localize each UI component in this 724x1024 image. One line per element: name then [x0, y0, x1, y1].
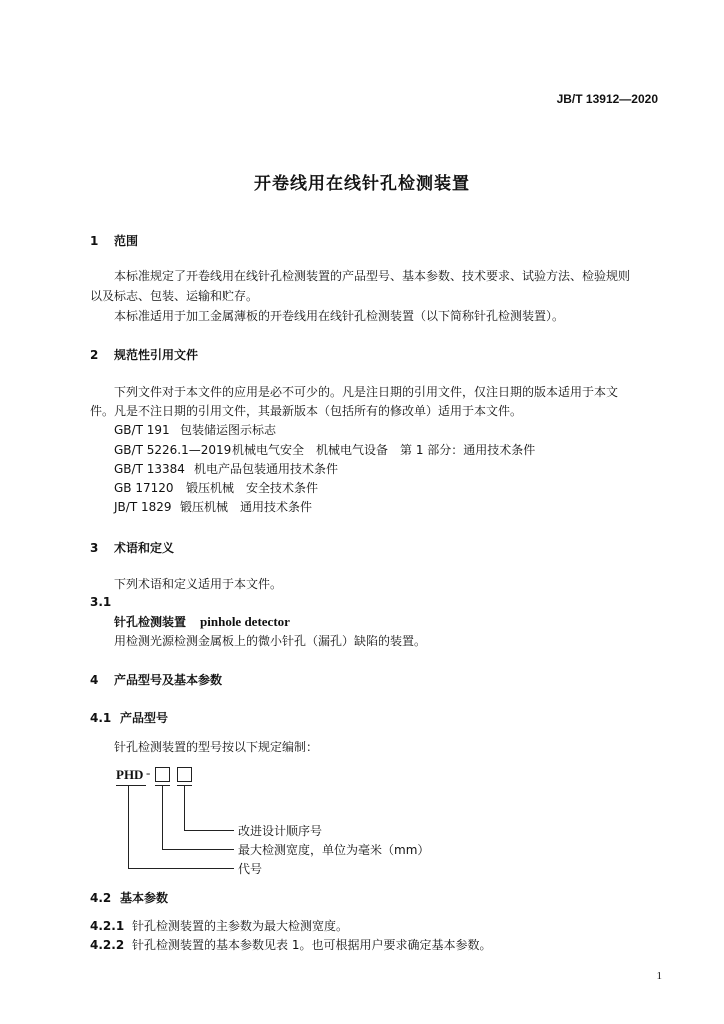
term-definition: 用检测光源检测金属板上的微小针孔（漏孔）缺陷的装置。: [114, 634, 427, 648]
section-title: 范围: [114, 234, 139, 248]
section-number: 4: [90, 673, 99, 687]
leader-line: [184, 830, 234, 831]
reference-item: [114, 421, 276, 438]
placeholder-box-sequence: [177, 767, 192, 782]
leader-line: [128, 868, 234, 869]
reference-code: JB/T 1829: [114, 500, 172, 514]
placeholder-box-width: [155, 767, 170, 782]
section-4-heading: [90, 671, 222, 688]
reference-code: GB 17120: [114, 481, 174, 495]
leader-line: [162, 849, 234, 850]
section-1-heading: [90, 232, 138, 249]
scope-paragraph-2: 本标准适用于加工金属薄板的开卷线用在线针孔检测装置（以下简称针孔检测装置）。: [114, 309, 565, 323]
model-code-dash: -: [146, 765, 151, 780]
diagram-label-code: 代号: [238, 862, 263, 876]
reference-item: [114, 498, 312, 515]
clause-4-2-1: [90, 917, 348, 934]
model-rule-text: 针孔检测装置的型号按以下规定编制：: [114, 740, 319, 754]
references-intro-line-2: 件。凡是不注日期的引用文件，其最新版本（包括所有的修改单）适用于本文件。: [90, 404, 523, 418]
section-number: 3: [90, 541, 99, 555]
term-number: 3.1: [90, 595, 112, 609]
page-number: 1: [656, 970, 662, 982]
document-title: 开卷线用在线针孔检测装置: [254, 174, 470, 194]
reference-title: 机械电气安全 机械电气设备 第 1 部分：通用技术条件: [232, 443, 536, 457]
reference-item: [114, 460, 338, 477]
section-number: 4.1: [90, 711, 112, 725]
diagram-label-width: 最大检测宽度，单位为毫米（mm）: [238, 843, 430, 857]
clause-text: 针孔检测装置的主参数为最大检测宽度。: [132, 919, 349, 933]
diagram-label-sequence: 改进设计顺序号: [238, 824, 323, 838]
section-title: 术语和定义: [114, 541, 175, 555]
reference-code: GB/T 13384: [114, 462, 185, 476]
standard-code: JB/T 13912—2020: [556, 92, 658, 106]
term-chinese: 针孔检测装置: [114, 615, 187, 629]
reference-title: 包装储运图示标志: [180, 423, 277, 437]
leader-line: [184, 785, 185, 831]
section-2-heading: [90, 346, 198, 363]
reference-item: [114, 441, 535, 458]
clause-number: 4.2.1: [90, 919, 125, 933]
section-title: 产品型号: [120, 711, 169, 725]
clause-number: 4.2.2: [90, 938, 125, 952]
reference-code: GB/T 5226.1—2019: [114, 443, 232, 457]
section-title: 产品型号及基本参数: [114, 673, 223, 687]
section-number: 1: [90, 234, 99, 248]
reference-title: 机电产品包装通用技术条件: [194, 462, 339, 476]
section-4-2-heading: [90, 889, 168, 906]
code-underline: [116, 785, 146, 786]
section-4-1-heading: [90, 709, 168, 726]
clause-text: 针孔检测装置的基本参数见表 1。也可根据用户要求确定基本参数。: [132, 938, 492, 952]
reference-item: [114, 479, 318, 496]
leader-line: [128, 785, 129, 869]
section-3-heading: [90, 539, 174, 556]
model-code-prefix: PHD: [116, 767, 144, 782]
references-intro-line-1: 下列文件对于本文件的应用是必不可少的。凡是注日期的引用文件，仅注日期的版本适用于本文: [114, 385, 619, 399]
leader-line: [162, 785, 163, 850]
scope-paragraph-line-2: 以及标志、包装、运输和贮存。: [90, 289, 259, 303]
section-number: 4.2: [90, 891, 112, 905]
section-title: 规范性引用文件: [114, 348, 199, 362]
section-title: 基本参数: [120, 891, 169, 905]
reference-title: 锻压机械 安全技术条件: [186, 481, 319, 495]
term-english: pinhole detector: [200, 614, 290, 629]
clause-4-2-2: [90, 936, 491, 953]
section-number: 2: [90, 348, 99, 362]
term-heading: [114, 613, 290, 630]
reference-title: 锻压机械 通用技术条件: [180, 500, 313, 514]
terms-intro: 下列术语和定义适用于本文件。: [114, 577, 283, 591]
scope-paragraph-line-1: 本标准规定了开卷线用在线针孔检测装置的产品型号、基本参数、技术要求、试验方法、检验规则: [114, 269, 631, 283]
reference-code: GB/T 191: [114, 423, 170, 437]
